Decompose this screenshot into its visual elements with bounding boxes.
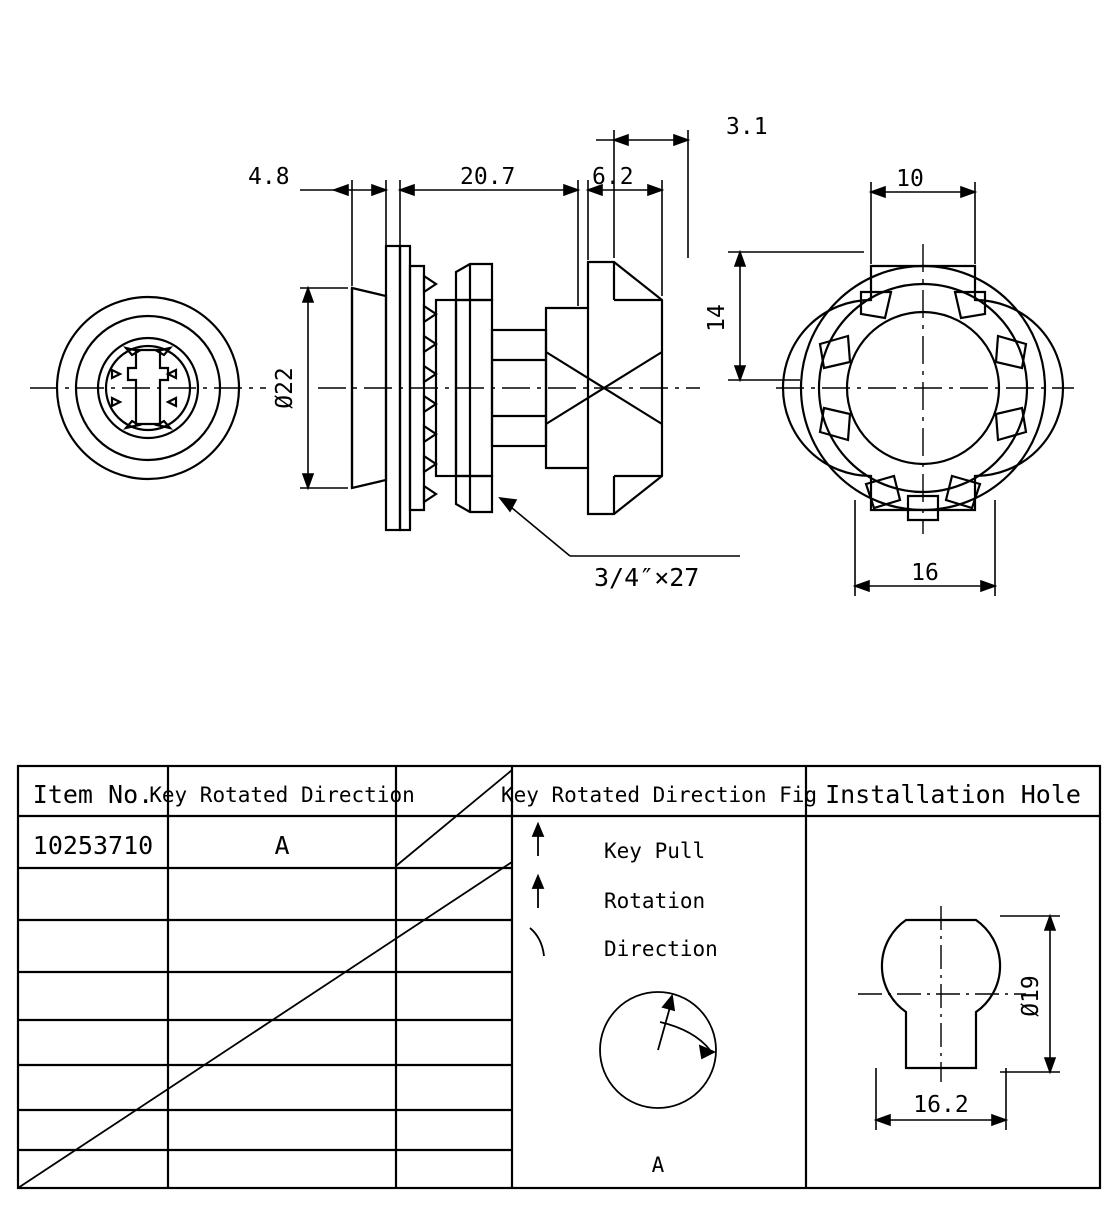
dimension-14: 14 — [704, 304, 730, 332]
dimension-16: 16 — [911, 560, 939, 586]
dimension-3-1: 3.1 — [726, 114, 768, 140]
table-header-key-rotated-direction-fig: Key Rotated Direction Fig — [500, 783, 818, 807]
dimension-4-8: 4.8 — [248, 164, 290, 190]
dimension-dia-19: Ø19 — [1018, 975, 1044, 1017]
dimension-20-7: 20.7 — [460, 164, 516, 190]
dimension-10: 10 — [896, 166, 924, 192]
table-header-key-rotated-direction: Key Rotated Direction — [149, 783, 415, 807]
dimension-thread: 3/4″×27 — [594, 563, 700, 592]
table-cell-key-rotated-direction: A — [274, 831, 290, 860]
legend-direction: Direction — [604, 937, 718, 961]
legend-key-pull: Key Pull — [604, 839, 706, 863]
dimension-6-2: 6.2 — [592, 164, 634, 190]
table-cell-item-no: 10253710 — [32, 831, 154, 860]
dimension-16-2: 16.2 — [913, 1092, 969, 1118]
table-header-item-no: Item No. — [32, 780, 154, 809]
legend-fig-label: A — [651, 1153, 665, 1177]
legend-rotation: Rotation — [604, 889, 706, 913]
table-header-installation-hole: Installation Hole — [825, 780, 1081, 809]
dimension-dia-22: Ø22 — [272, 367, 298, 409]
